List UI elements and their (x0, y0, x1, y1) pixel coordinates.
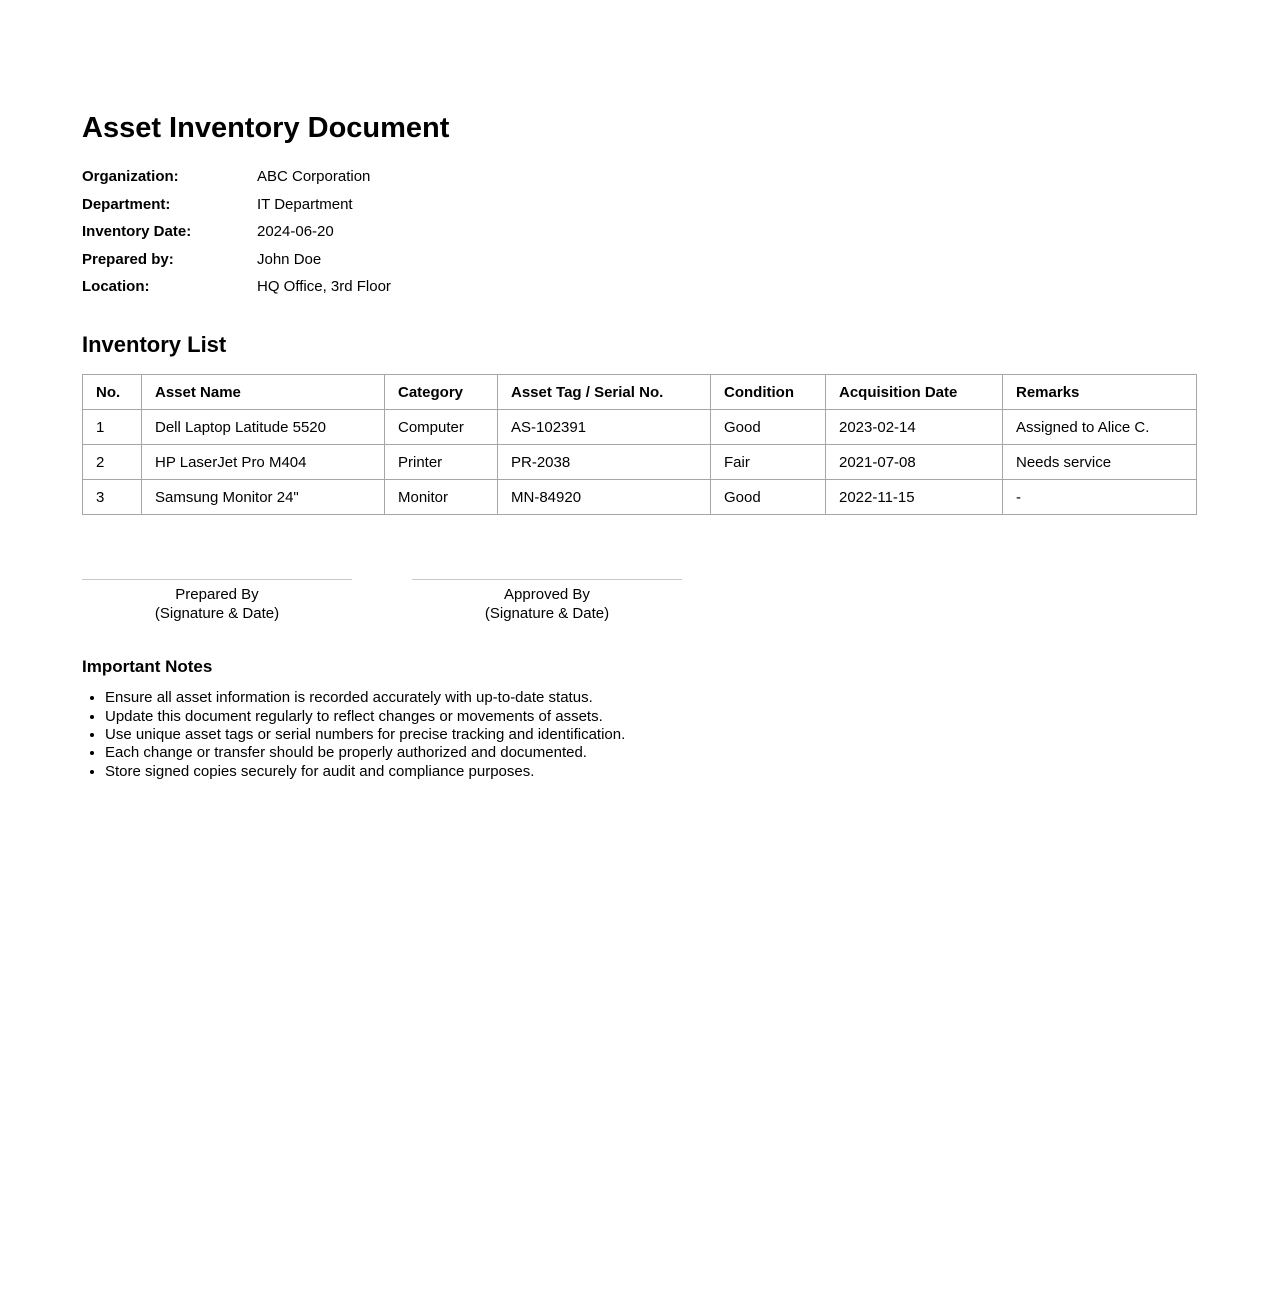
cell-condition: Good (711, 480, 826, 515)
cell-asset-tag: AS-102391 (498, 410, 711, 445)
note-item: • Ensure all asset information is recorded accurately with up-to-date status. (105, 689, 1196, 707)
table-row (83, 480, 1197, 515)
signature-title: Prepared By (175, 586, 259, 604)
col-header-category: Category (385, 375, 498, 410)
cell-acquisition-date: 2023-02-14 (826, 410, 1003, 445)
signature-block-prepared (82, 579, 352, 623)
notes-heading: Important Notes (82, 657, 213, 677)
signature-section (82, 579, 1196, 623)
signature-subtitle: (Signature & Date) (154, 604, 280, 622)
cell-category: Computer (385, 410, 498, 445)
col-header-condition: Condition (711, 375, 826, 410)
cell-category: Monitor (385, 480, 498, 515)
cell-remarks: Assigned to Alice C. (1003, 410, 1197, 445)
cell-remarks: Needs service (1003, 445, 1197, 480)
cell-no: 2 (83, 445, 142, 480)
note-item: • Use unique asset tags or serial numbers for precise tracking and identification. (105, 726, 1196, 744)
meta-value: John Doe (257, 250, 322, 268)
cell-asset-name: HP LaserJet Pro M404 (142, 445, 385, 480)
cell-asset-tag: PR-2038 (498, 445, 711, 480)
meta-label: Department: (82, 195, 171, 213)
col-header-asset-name: Asset Name (142, 375, 385, 410)
meta-label: Organization: (82, 168, 179, 186)
notes-list (87, 689, 1196, 781)
cell-acquisition-date: 2021-07-08 (826, 445, 1003, 480)
meta-row-organization (82, 168, 1196, 196)
meta-row-prepared-by (82, 251, 1196, 279)
signature-subtitle: (Signature & Date) (484, 604, 610, 622)
cell-no: 1 (83, 410, 142, 445)
cell-category: Printer (385, 445, 498, 480)
inventory-list-heading: Inventory List (82, 331, 227, 357)
cell-remarks: - (1003, 480, 1197, 515)
page-title: Asset Inventory Document (82, 112, 450, 144)
cell-asset-tag: MN-84920 (498, 480, 711, 515)
document-meta (82, 168, 1196, 306)
meta-label: Inventory Date: (82, 223, 192, 241)
cell-acquisition-date: 2022-11-15 (826, 480, 1003, 515)
meta-value: HQ Office, 3rd Floor (257, 278, 391, 296)
col-header-acquisition-date: Acquisition Date (826, 375, 1003, 410)
col-header-no: No. (83, 375, 142, 410)
note-item: • Update this document regularly to reflect changes or movements of assets. (105, 708, 1196, 726)
meta-label: Prepared by: (82, 250, 174, 268)
table-row (83, 410, 1197, 445)
meta-value: IT Department (257, 195, 353, 213)
cell-no: 3 (83, 480, 142, 515)
cell-condition: Good (711, 410, 826, 445)
note-item: • Store signed copies securely for audit and compliance purposes. (105, 763, 1196, 781)
meta-row-inventory-date (82, 223, 1196, 251)
cell-condition: Fair (711, 445, 826, 480)
meta-label: Location: (82, 278, 150, 296)
note-item: • Each change or transfer should be properly authorized and documented. (105, 744, 1196, 762)
meta-row-department (82, 196, 1196, 224)
meta-value: ABC Corporation (257, 168, 371, 186)
table-header-row (83, 375, 1197, 410)
signature-block-approved (412, 579, 682, 623)
col-header-asset-tag: Asset Tag / Serial No. (498, 375, 711, 410)
col-header-remarks: Remarks (1003, 375, 1197, 410)
signature-title: Approved By (504, 586, 590, 604)
meta-value: 2024-06-20 (257, 223, 334, 241)
table-row (83, 445, 1197, 480)
cell-asset-name: Samsung Monitor 24" (142, 480, 385, 515)
signature-line (412, 579, 682, 580)
inventory-table (82, 374, 1197, 515)
cell-asset-name: Dell Laptop Latitude 5520 (142, 410, 385, 445)
meta-row-location (82, 278, 1196, 306)
signature-line (82, 579, 352, 580)
